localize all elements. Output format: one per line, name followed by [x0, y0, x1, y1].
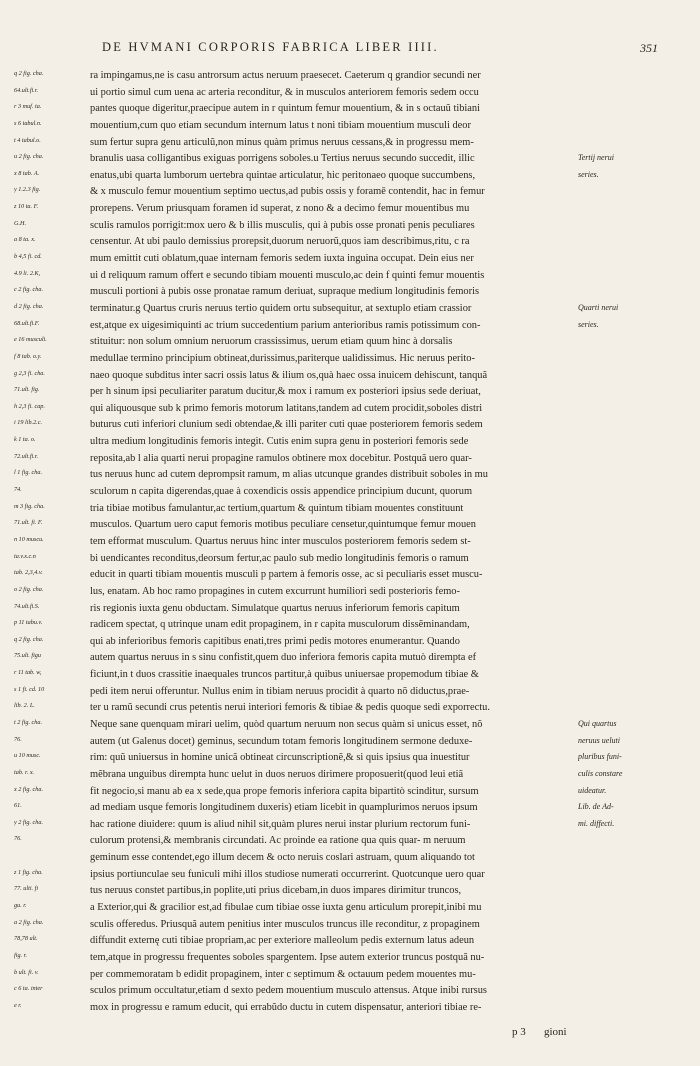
text-line	[0, 967, 700, 984]
text-line	[0, 351, 700, 368]
text-line	[0, 268, 700, 285]
text-line	[0, 85, 700, 102]
margin-reference: a 8 ta. x.	[14, 236, 36, 244]
text-line	[0, 384, 700, 401]
margin-reference: r 3 muf. ta.	[14, 103, 42, 111]
text-line	[0, 950, 700, 967]
margin-reference: 74.	[14, 486, 22, 494]
text-line	[0, 667, 700, 684]
margin-note: mi. diffecti.	[578, 818, 615, 828]
text-line	[0, 417, 700, 434]
body-text: ficiunt,in t duos crassitie inaequales truncos partitur,à quibus uniuersae propemodum tibiae &	[90, 669, 479, 681]
body-text: est,atque ex uigesimiquinti ac trium succedentium parium anterioribus ramis potissimum con-	[90, 319, 481, 331]
body-text: mox in progressu e ramum educit, qui errabũdo ductu in cutem dispensatur, anteriori tibiae re-	[90, 1001, 482, 1013]
text-line	[0, 467, 700, 484]
body-text: a Exterior,qui & gracilior est,ad fibulae cum tibiae osse iuxta genu articulum prorepit,inibi mu	[90, 902, 482, 914]
body-text: ris regionis iuxta genu obductam. Simulatque quartus neruus inferiorum femoris capitum	[90, 602, 460, 614]
text-line	[0, 567, 700, 584]
body-text: & x musculo femur mouentium septimo uectus,ad pubis ossis y foramē contendit, hac in femur	[90, 186, 485, 198]
text-line	[0, 983, 700, 1000]
text-line	[0, 833, 700, 850]
margin-reference: 77. ulti. fi	[14, 885, 39, 893]
text-line	[0, 118, 700, 135]
margin-reference: 64.ult.fi.r.	[14, 86, 39, 94]
text-line	[0, 517, 700, 534]
text-line	[0, 734, 700, 751]
text-line	[0, 318, 700, 335]
margin-note: neruus ueluti	[578, 735, 620, 745]
margin-reference: e r.	[14, 1001, 22, 1009]
margin-reference: 76.	[14, 735, 22, 743]
text-line	[0, 301, 700, 318]
text-line	[0, 168, 700, 185]
body-text: ter u ramũ secundi crus petentis nerui interiori femoris & tibiae & pedis quoque sedi exporrectu.	[90, 702, 490, 714]
body-text: educit in quarti tibiam mouentis musculi p partem à femoris osse, ac si peculiaris esset muscu-	[90, 569, 483, 581]
margin-reference: s 1 fi. cd. 10	[14, 685, 45, 693]
text-line	[0, 101, 700, 118]
text-line	[0, 484, 700, 501]
page-footer	[0, 1026, 700, 1046]
text-line	[0, 717, 700, 734]
margin-reference: h 2,3 fi. cap.	[14, 402, 45, 410]
margin-note: Tertij nerui	[578, 153, 614, 163]
margin-reference: G.H.	[14, 219, 27, 227]
text-line	[0, 584, 700, 601]
margin-reference: 74.ult.fi.S.	[14, 602, 40, 610]
text-line	[0, 551, 700, 568]
body-text: reposita,ab l alia quarti nerui propagine ramulos obtinere mox docebitur. Postquã uero quar-	[90, 452, 472, 464]
margin-reference: 71.ult. fig.	[14, 386, 40, 394]
body-text: terminatur.g Quartus cruris neruus tertio quidem ortu subsequitur, at sextuplo etiam crassior	[90, 302, 472, 314]
body-text: qui aliquousque sub k primo femoris motorum latitans,tandem ad cutem procidit,soboles distri	[90, 402, 483, 414]
margin-reference: i 19 lib.2.c.	[14, 419, 43, 427]
body-text: tus neruus constet partibus,in poplite,uti prius dicebam,in duos impares dirimitur truncos,	[90, 885, 462, 897]
margin-reference: f 8 tab. o.y.	[14, 352, 42, 360]
margin-reference: n 10 muscu.	[14, 535, 44, 543]
text-line	[0, 151, 700, 168]
margin-note: pluribus funi-	[578, 752, 622, 762]
body-text: prorepens. Verum priusquam foramen id superat, z nono & a decimo femur mouentibus mu	[90, 203, 470, 215]
text-line	[0, 184, 700, 201]
text-line	[0, 933, 700, 950]
text-line	[0, 601, 700, 618]
margin-reference: 61.	[14, 802, 22, 810]
body-text: per commemoratam b edidit propaginem, inter c septimum & octauum pedem mouentes mu-	[90, 968, 476, 980]
body-text: tus neruus hunc ad cutem deprompsit ramum, m alias utcunque grandes distribuit soboles in mu	[90, 469, 488, 481]
margin-reference: y 1.2.3 fig.	[14, 186, 41, 194]
body-text: sculis offeredus. Priusquã autem penitius inter musculos truncus ille reconditur, z propaginem	[90, 918, 480, 930]
margin-reference: fig. r.	[14, 951, 27, 959]
margin-note: Lib. de Ad-	[578, 802, 614, 812]
margin-reference: q 2 fig. cha.	[14, 70, 44, 77]
margin-reference: 78,78 ult.	[14, 935, 38, 943]
running-head: DE HVMANI CORPORIS FABRICA LIBER IIII.	[102, 40, 439, 54]
margin-reference: lib. 2. L.	[14, 702, 35, 710]
margin-note: series.	[578, 169, 599, 179]
body-text: sculos primum occultatur,etiam d sexto pedem mouentium musculo attensus. Atque inibi rursus	[90, 985, 487, 997]
margin-reference: 76.	[14, 835, 22, 843]
body-text: bi uendicantes reconditus,deorsum fertur,ac paulo sub medio longitudinis femoris o ramum	[90, 552, 469, 564]
margin-reference: z 10 ta. F.	[14, 203, 39, 211]
margin-reference: e 16 musculi.	[14, 336, 47, 344]
body-text: lus, enatam. Ab hoc ramo propagines in cutem excurrunt humiliori sedi posterioris femo-	[90, 585, 460, 597]
margin-note: series.	[578, 319, 599, 329]
margin-reference: y 2 fig. cha.	[14, 818, 44, 826]
margin-reference: p 11 tabu.v.	[14, 619, 43, 627]
margin-reference: gu. r.	[14, 902, 27, 910]
text-line	[0, 218, 700, 235]
text-line	[0, 700, 700, 717]
body-text: tem efformat musculum. Quartus neruus hinc inter musculos posteriorem femoris sedem st-	[90, 535, 471, 547]
body-text: sculorum n capita digerendas,quae à coxendicis ossis appendice principium ducunt, quorum	[90, 486, 473, 498]
margin-reference: s 6 tabul.n.	[14, 119, 42, 127]
body-text: medullae termino principium obtineat,durissimus,pariterque ualidissimus. Hic neruus perito-	[90, 352, 475, 364]
body-text: ra impingamus,ne is casu antrorsum actus neruum praesecet. Caeterum q grandior secundi ner	[90, 70, 481, 81]
margin-reference: 75.ult. figu	[14, 652, 41, 660]
text-line	[0, 817, 700, 834]
margin-reference: t 2 fig. cha.	[14, 718, 43, 726]
margin-reference: k 1 ta. o.	[14, 436, 36, 444]
margin-note: uideatur.	[578, 785, 607, 795]
text-line	[0, 800, 700, 817]
body-text: hac ratione diuidere: quum is aliud nihil sit,quàm plures nerui instar plurium rectorum funi-	[90, 818, 471, 830]
text-line	[0, 784, 700, 801]
text-line	[0, 767, 700, 784]
margin-reference: 71.ult. fi. F.	[14, 519, 43, 527]
body-text: geminum esse contendet,ego illum decem & octo neruis coslari astruam, quum aliquando tot	[90, 852, 475, 864]
body-text: ad mediam usque femoris longitudinem duxeris) etiam licebit in quamplurimos neruos ipsum	[90, 802, 478, 814]
body-text: ui portio simul cum uena ac arteria reconditur, & in musculos anteriorem femoris sedem occu	[90, 86, 479, 98]
text-line	[0, 883, 700, 900]
margin-reference: d 2 fig. cha.	[14, 302, 44, 310]
text-line	[0, 434, 700, 451]
body-text: per h sinum ipsi peculiariter paratum ducitur,& mox i ramum ex posteriori ipsius sede deriuat,	[90, 386, 481, 398]
text-line	[0, 534, 700, 551]
text-line	[0, 334, 700, 351]
text-line	[0, 867, 700, 884]
body-text: enatus,ubi quarta lumborum uertebra quintae articulatur, hic peritonaeo quoque succumbens,	[90, 169, 476, 181]
signature-mark: p 3	[512, 1026, 526, 1038]
margin-reference: 68.ult.fi.F.	[14, 319, 40, 327]
text-line	[0, 368, 700, 385]
body-text: Neque sane quenquam mirari uelim, quòd quartum neruum non secus quàm si unicus esset, nõ	[90, 718, 483, 730]
body-text: mẽbrana unguibus dirempta hunc uelut in duos neruos dirimere proposuerit(quod leui etiã	[90, 768, 464, 780]
body-text: musculos. Quartum uero caput femoris motibus peculiare censetur,quintumque femur mouen	[90, 519, 476, 531]
text-line	[0, 750, 700, 767]
text-line	[0, 251, 700, 268]
margin-reference: x 8 tab. A.	[14, 169, 40, 177]
body-text: naeo quoque subditus inter sacri ossis latus & ilium os,quà haec ossa inuicem dehiscunt, tanquã	[90, 369, 488, 381]
margin-reference: 72.ult.fi.r.	[14, 452, 39, 460]
body-text: qui ab inferioribus femoris capitibus enati,tres primi pedis motores enumerantur. Quando	[90, 635, 460, 647]
margin-reference: b ult. fi. v.	[14, 968, 39, 976]
body-text: censentur. At ubi paulo demissius prorepsit,duorum neruorũ,quos iam describimus,ritu, c ra	[90, 236, 470, 248]
body-text: musculi portioni à pubis osse pronatae ramum deriuat, supraque medium longitudinis femoris	[90, 286, 479, 298]
text-line	[0, 451, 700, 468]
margin-reference: r 11 tab. w,	[14, 669, 42, 677]
margin-reference: c 6 ta. inter	[14, 985, 43, 993]
page-number: 351	[640, 41, 658, 55]
margin-reference: x 2 fig. cha.	[14, 785, 44, 793]
margin-reference: ta.v.x.c.n	[14, 552, 36, 560]
body-text: autem quartus neruus in s sinu confistit,quem duo inferiora femoris capita mutuò dirempta ef	[90, 652, 477, 664]
body-text: autem (ut Galenus docet) geminus, secundum totam femoris longitudinem sermone deduxe-	[90, 735, 473, 747]
text-line	[0, 284, 700, 301]
body-text: ipsius portiunculae seu funiculi mihi illos studiose numerati occurrerint. Quotcunque uero quar	[90, 868, 485, 880]
margin-reference: q 2 fig. cha.	[14, 635, 44, 643]
body-text: branulis uasa colligantibus exiguas porrigens soboles.u Tertius neruus secundo succedit, illic	[90, 153, 475, 165]
margin-reference: tab. 2,3,4.v.	[14, 569, 43, 577]
margin-reference: c 2 fig. cha.	[14, 286, 44, 294]
margin-reference: u 10 musc.	[14, 752, 41, 760]
margin-reference: t 4 tabul.o.	[14, 136, 41, 144]
text-line	[0, 634, 700, 651]
margin-reference: z 1 fig. cha.	[14, 868, 43, 876]
margin-reference: b 4,5 fi. cd.	[14, 253, 42, 261]
margin-reference: u 2 fig. cha.	[14, 153, 44, 161]
page-header	[0, 38, 700, 66]
margin-reference: m 3 fig. cha.	[14, 502, 45, 510]
margin-reference: 4.9 li. 2.K,	[14, 269, 41, 277]
body-text: pedi item nerui offeruntur. Nullus enim in tibiam neruus procidit à quarto nõ diductus,prae-	[90, 685, 470, 697]
text-line	[0, 401, 700, 418]
body-text: radicem spectat, q utrinque unam edit propaginem, in r capita musculorum dissẽminandam,	[90, 619, 470, 631]
body-text: fit negocio,si manu ab ea x sede,qua prope femoris inferiora capita bipartitò scinditur, sursum	[90, 785, 479, 797]
catchword: gioni	[544, 1026, 567, 1038]
text-line	[0, 650, 700, 667]
body-text: mum emittit cuti oblatum,quae internam femoris sedem iuxta inguina occupat. Dein eius ner	[90, 253, 474, 265]
text-line	[0, 850, 700, 867]
margin-reference: o 2 fig. cha.	[14, 585, 44, 593]
body-text: rim: quũ uniuersus in homine unicã obtineat circunscriptionẽ,& si quis ipsius qua inuestitur	[90, 752, 470, 764]
margin-note: Quarti nerui	[578, 302, 619, 312]
margin-note: Qui quartus	[578, 718, 617, 728]
text-line	[0, 684, 700, 701]
body-text: mouentium,cum quo etiam secundum internum latus t noni tibiam mouentium musculi deor	[90, 119, 471, 131]
text-line	[0, 201, 700, 218]
margin-reference: tab. r. x.	[14, 768, 35, 776]
body-text: culorum protensi,& membranis circundati. Ac proinde ea ratione qua quis quar- m neruum	[90, 835, 466, 847]
text-block	[0, 68, 700, 1017]
text-line	[0, 917, 700, 934]
body-text: diffundit externę cuti tibiae propriam,ac per exteriore malleolum pedis externum latus adeun	[90, 935, 475, 947]
body-text: stituitur: non solum omnium neruorum crassissimus, uerum etiam quum hinc à dorsalis	[90, 336, 453, 348]
text-line	[0, 135, 700, 152]
body-text: sum fertur supra genu articulũ,non minus quàm primus neruus cessans,& in progressu mem-	[90, 136, 474, 148]
body-text: buturus cuti inferiori clunium sedi obtendae,& illi pariter cuti quae posteriorem femoris sedem	[90, 419, 483, 431]
body-text: tem,atque in progressu frequentes soboles spargentem. Ipse autem exterior truncus postquã nu-	[90, 951, 485, 963]
text-line	[0, 234, 700, 251]
margin-note: culis constare	[578, 768, 623, 778]
text-line	[0, 501, 700, 518]
body-text: pantes quoque digeritur,praecipue autem in r quintum femur mouentium, & in s octauũ tibiani	[90, 103, 481, 115]
margin-reference: l 1 fig. cha.	[14, 469, 43, 477]
body-text: ui d reliquum ramum offert e secundo tibiam mouenti musculo,ac dein f quinti femur mouentis	[90, 269, 485, 281]
margin-reference: g 2,3 fi. cha.	[14, 369, 45, 377]
body-text: sculis ramulos porrigit:mox uero & b illis musculis, qui à pubis osse pronati penis peculiares	[90, 219, 475, 231]
body-text: tria tibiae motibus famulantur,ac tertium,quartum & quintum tibiam mouentes constituunt	[90, 502, 464, 514]
margin-reference: a 2 fig. cha.	[14, 918, 44, 926]
body-text: ultra medium longitudinis femoris integit. Cutis enim supra genu in posteriori femoris sede	[90, 436, 469, 448]
text-line	[0, 1000, 700, 1017]
text-line	[0, 68, 700, 85]
text-line	[0, 617, 700, 634]
text-line	[0, 900, 700, 917]
